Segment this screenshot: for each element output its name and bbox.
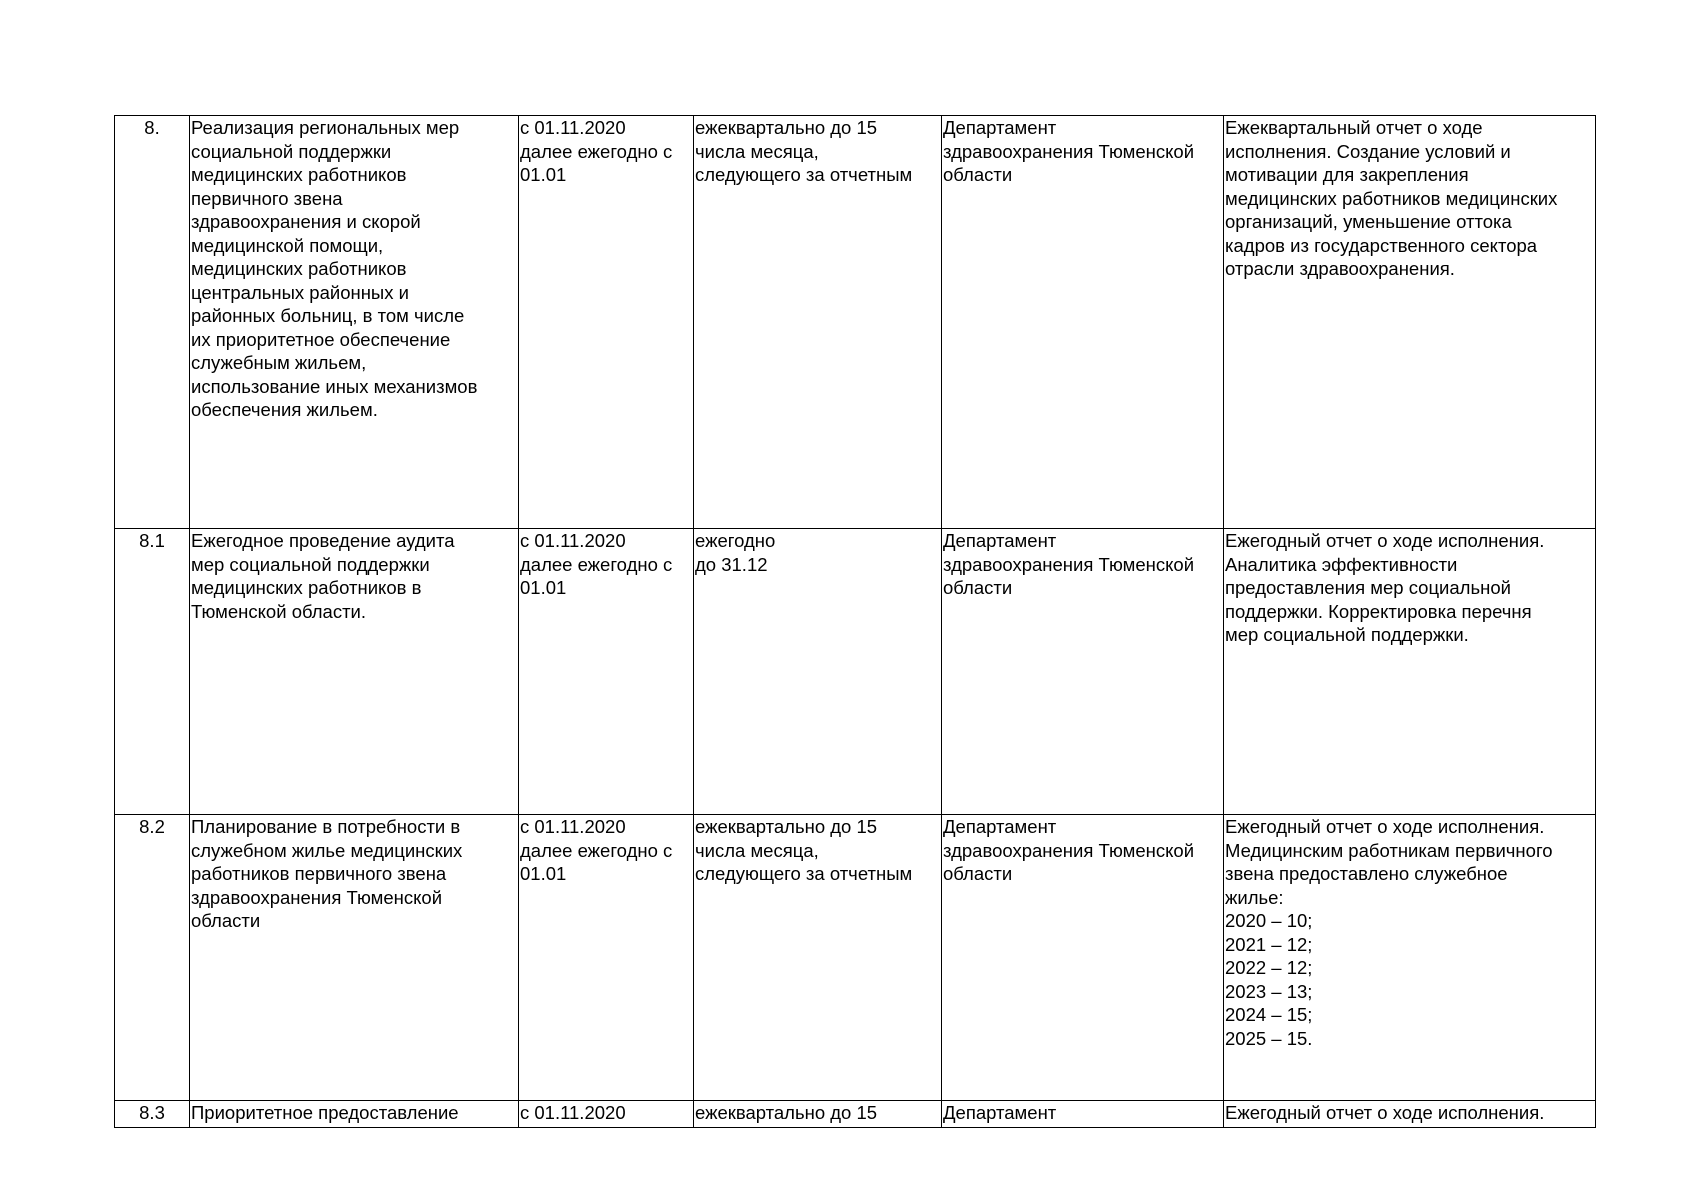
responsible-body: Департамент здравоохранения Тюменской области <box>942 815 1224 1101</box>
measure-text: Приоритетное предоставление <box>190 1101 519 1128</box>
table-row <box>115 529 1596 815</box>
measure-text: Ежегодное проведение аудита мер социальной поддержки медицинских работников в Тюменской области. <box>190 529 519 815</box>
reporting-period: ежеквартально до 15 <box>694 1101 942 1128</box>
measure-text: Планирование в потребности в служебном жилье медицинских работников первичного звена здравоохранения Тюменской области <box>190 815 519 1101</box>
row-number: 8.1 <box>115 529 190 815</box>
table-row <box>115 815 1596 1101</box>
expected-result: Ежегодный отчет о ходе исполнения. Аналитика эффективности предоставления мер социальной поддержки. Корректировка перечня мер социальной поддержки. <box>1224 529 1596 815</box>
row-number: 8.3 <box>115 1101 190 1128</box>
reporting-period: ежеквартально до 15 числа месяца, следующего за отчетным <box>694 815 942 1101</box>
measure-text: Реализация региональных мер социальной поддержки медицинских работников первичного звена здравоохранения и скорой медицинской помощи, медицинских работников центральных районных и районных больниц, в том числе их приоритетное обеспечение служебным жильем, использование иных механизмов обеспечения жильем. <box>190 116 519 529</box>
reporting-period: ежегодно до 31.12 <box>694 529 942 815</box>
start-date: с 01.11.2020 далее ежегодно с 01.01 <box>519 815 694 1101</box>
start-date: с 01.11.2020 далее ежегодно с 01.01 <box>519 116 694 529</box>
row-number: 8. <box>115 116 190 529</box>
row-number: 8.2 <box>115 815 190 1101</box>
table-row <box>115 1101 1596 1128</box>
responsible-body: Департамент <box>942 1101 1224 1128</box>
expected-result: Ежеквартальный отчет о ходе исполнения. Создание условий и мотивации для закрепления медицинских работников медицинских организаций, уменьшение оттока кадров из государственного сектора отрасли здравоохранения. <box>1224 116 1596 529</box>
start-date: с 01.11.2020 <box>519 1101 694 1128</box>
expected-result: Ежегодный отчет о ходе исполнения. <box>1224 1101 1596 1128</box>
start-date: с 01.11.2020 далее ежегодно с 01.01 <box>519 529 694 815</box>
plan-table <box>114 115 1596 1128</box>
responsible-body: Департамент здравоохранения Тюменской области <box>942 116 1224 529</box>
table-row <box>115 116 1596 529</box>
expected-result: Ежегодный отчет о ходе исполнения. Медицинским работникам первичного звена предоставлено служебное жилье: 2020 – 10; 2021 – 12; 2022 – 12; 2023 – 13; 2024 – 15; 2025 – 15. <box>1224 815 1596 1101</box>
responsible-body: Департамент здравоохранения Тюменской области <box>942 529 1224 815</box>
reporting-period: ежеквартально до 15 числа месяца, следующего за отчетным <box>694 116 942 529</box>
